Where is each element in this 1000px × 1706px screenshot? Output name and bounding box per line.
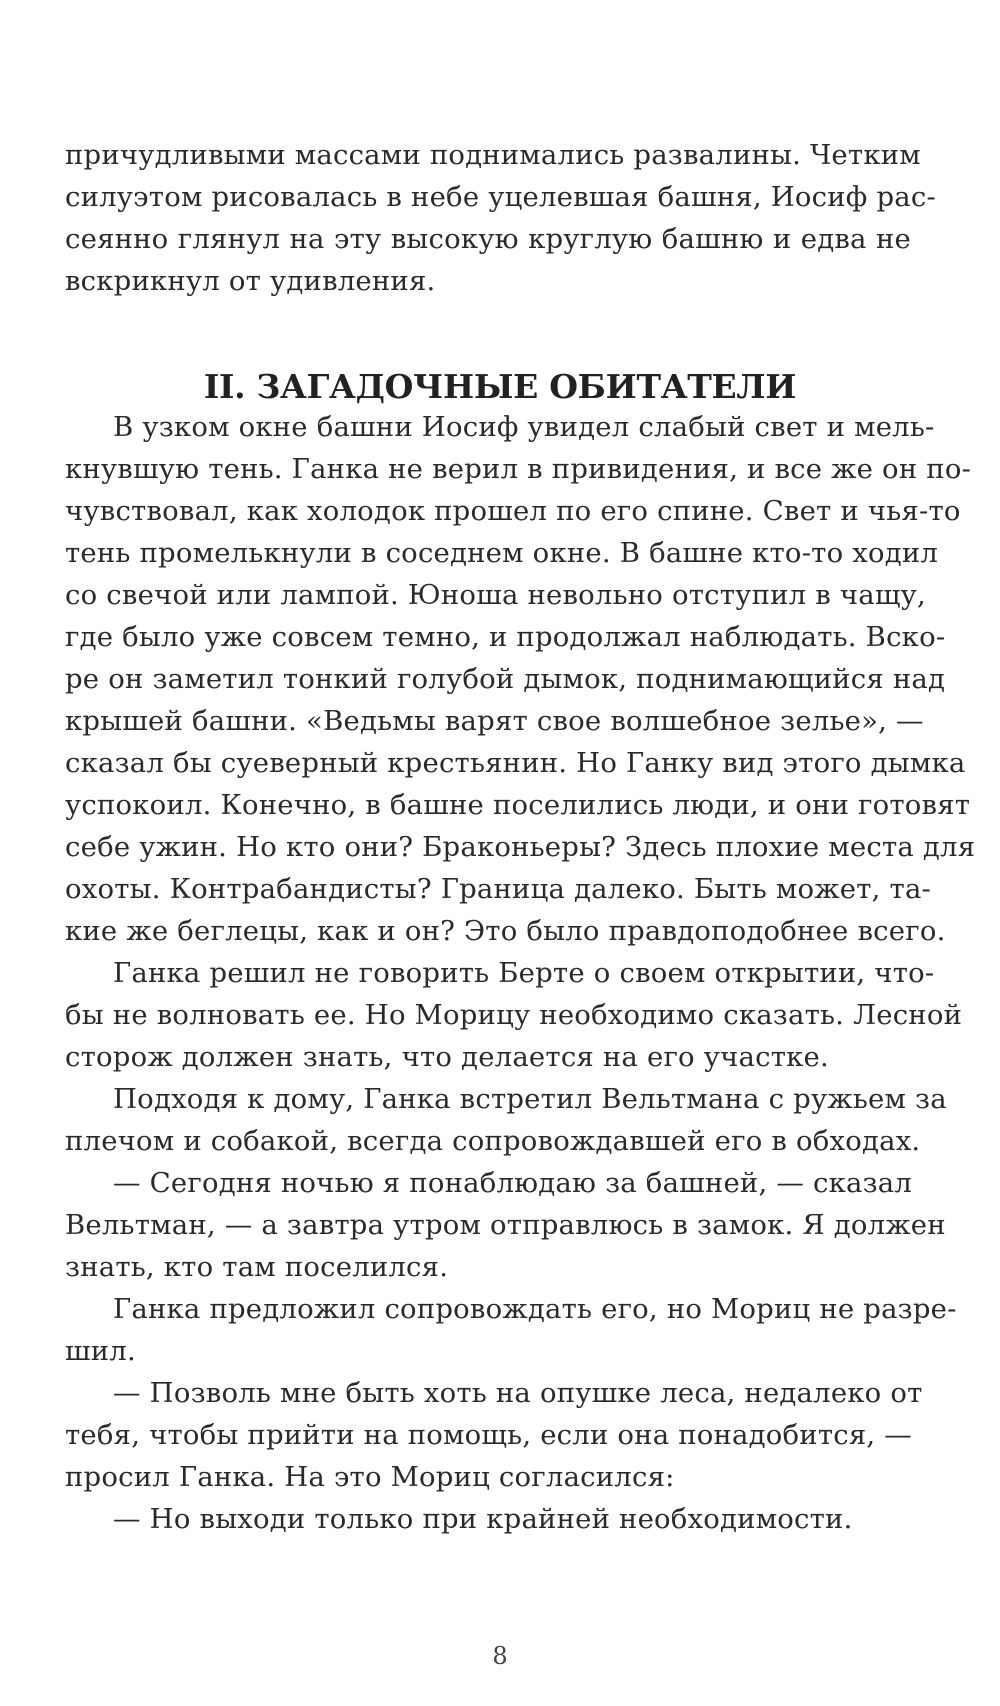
text-line: просил Ганка. На это Мориц согласился: bbox=[65, 1461, 675, 1493]
text-line: тень промелькнули в соседнем окне. В башне кто-то ходил bbox=[65, 537, 939, 569]
text-line: силуэтом рисовалась в небе уцелевшая башня, Иосиф рас- bbox=[65, 181, 936, 213]
text-line: сеянно глянул на эту высокую круглую башню и едва не bbox=[65, 223, 911, 255]
text-line: Ганка решил не говорить Берте о своем открытии, что- bbox=[113, 957, 935, 989]
text-line: со свечой или лампой. Юноша невольно отступил в чащу, bbox=[65, 579, 926, 611]
text-line: шил. bbox=[65, 1335, 136, 1367]
text-line: кие же беглецы, как и он? Это было правдоподобнее всего. bbox=[65, 915, 946, 947]
text-line: сказал бы суеверный крестьянин. Но Ганку вид этого дымка bbox=[65, 747, 966, 779]
text-line: бы не волновать ее. Но Морицу необходимо сказать. Лесной bbox=[65, 999, 963, 1031]
page-number: 8 bbox=[492, 1642, 508, 1670]
chapter-title: II. ЗАГАДОЧНЫЕ ОБИТАТЕЛИ bbox=[203, 367, 797, 406]
text-line: В узком окне башни Иосиф увидел слабый свет и мель- bbox=[113, 411, 935, 443]
text-line: охоты. Контрабандисты? Граница далеко. Быть может, та- bbox=[65, 873, 932, 905]
text-line: — Но выходи только при крайней необходимости. bbox=[113, 1503, 853, 1535]
text-line: причудливыми массами поднимались развалины. Четким bbox=[65, 139, 921, 171]
text-line: плечом и собакой, всегда сопровождавшей его в обходах. bbox=[65, 1125, 921, 1157]
text-line: тебя, чтобы прийти на помощь, если она понадобится, — bbox=[65, 1419, 912, 1451]
text-line: сторож должен знать, что делается на его участке. bbox=[65, 1041, 829, 1073]
text-line: — Сегодня ночью я понаблюдаю за башней, — сказал bbox=[113, 1167, 913, 1199]
text-line: Вельтман, — а завтра утром отправлюсь в замок. Я должен bbox=[65, 1209, 946, 1241]
text-line: — Позволь мне быть хоть на опушке леса, недалеко от bbox=[113, 1377, 923, 1409]
text-line: вскрикнул от удивления. bbox=[65, 265, 436, 297]
text-line: чувствовал, как холодок прошел по его спине. Свет и чья-то bbox=[65, 495, 961, 527]
text-line: где было уже совсем темно, и продолжал наблюдать. Вско- bbox=[65, 621, 946, 653]
text-line: кнувшую тень. Ганка не верил в привидения, и все же он по- bbox=[65, 453, 972, 485]
text-line: успокоил. Конечно, в башне поселились люди, и они готовят bbox=[65, 789, 971, 821]
text-line: крышей башни. «Ведьмы варят свое волшебное зелье», — bbox=[65, 705, 924, 737]
text-line: Подходя к дому, Ганка встретил Вельтмана с ружьем за bbox=[113, 1083, 947, 1115]
text-line: себе ужин. Но кто они? Браконьеры? Здесь плохие места для bbox=[65, 831, 976, 863]
text-line: знать, кто там поселился. bbox=[65, 1251, 449, 1283]
text-line: Ганка предложил сопровождать его, но Мориц не разре- bbox=[113, 1293, 957, 1325]
text-line: ре он заметил тонкий голубой дымок, поднимающийся над bbox=[65, 663, 946, 695]
